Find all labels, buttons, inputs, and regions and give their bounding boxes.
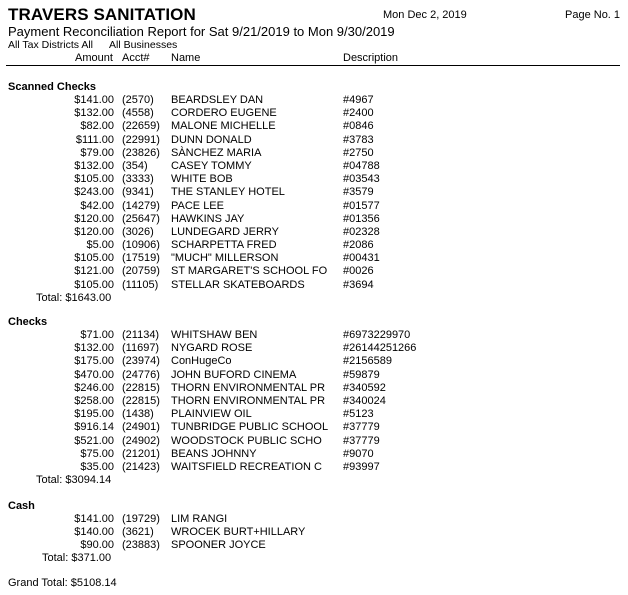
amount-cell: $120.00 xyxy=(74,212,114,225)
name-cell: WROCEK BURT+HILLARY xyxy=(171,526,306,539)
amount-cell: $120.00 xyxy=(74,225,114,238)
name-cell: THORN ENVIRONMENTAL PR xyxy=(171,381,326,394)
name-cell: TUNBRIDGE PUBLIC SCHOOL xyxy=(171,421,329,434)
table-row xyxy=(0,382,628,395)
amount-cell: $121.00 xyxy=(74,265,114,278)
table-row xyxy=(0,107,628,120)
amount-cell: $105.00 xyxy=(74,173,114,186)
acct-cell: (23826) xyxy=(122,146,160,159)
name-cell: DUNN DONALD xyxy=(171,133,252,146)
description-cell: #01577 xyxy=(343,199,380,212)
amount-cell: $132.00 xyxy=(74,107,114,120)
section-title: Scanned Checks xyxy=(8,81,97,93)
section-title: Checks xyxy=(8,316,48,328)
filter-businesses: All Businesses xyxy=(109,39,178,51)
description-cell: #9070 xyxy=(343,447,374,460)
acct-cell: (9341) xyxy=(122,186,154,199)
amount-cell: $470.00 xyxy=(74,368,114,381)
table-row xyxy=(0,421,628,434)
table-row xyxy=(0,448,628,461)
table-row xyxy=(0,408,628,421)
amount-cell: $521.00 xyxy=(74,434,114,447)
table-row xyxy=(0,200,628,213)
description-cell: #04788 xyxy=(343,159,380,172)
table-row xyxy=(0,279,628,292)
table-row xyxy=(0,120,628,133)
description-cell: #0846 xyxy=(343,120,374,133)
report-filters xyxy=(8,39,177,51)
table-row xyxy=(0,329,628,342)
table-row xyxy=(0,355,628,368)
description-cell: #37779 xyxy=(343,434,380,447)
description-cell: #3579 xyxy=(343,186,374,199)
name-cell: LUNDEGARD JERRY xyxy=(171,225,279,238)
filter-districts: All Tax Districts All xyxy=(8,39,93,51)
description-cell: #3694 xyxy=(343,278,374,291)
table-row xyxy=(0,213,628,226)
name-cell: ST MARGARET'S SCHOOL FO xyxy=(171,265,328,278)
description-cell: #3783 xyxy=(343,133,374,146)
acct-cell: (23974) xyxy=(122,355,160,368)
name-cell: PACE LEE xyxy=(171,199,224,212)
name-cell: STELLAR SKATEBOARDS xyxy=(171,278,305,291)
description-cell: #5123 xyxy=(343,408,374,421)
section-rows xyxy=(0,329,628,474)
amount-cell: $35.00 xyxy=(80,460,114,473)
section-rows xyxy=(0,94,628,292)
grand-total: Grand Total: $5108.14 xyxy=(8,577,117,589)
amount-cell: $175.00 xyxy=(74,355,114,368)
acct-cell: (24902) xyxy=(122,434,160,447)
amount-cell: $140.00 xyxy=(74,526,114,539)
table-row xyxy=(0,226,628,239)
acct-cell: (11105) xyxy=(122,278,159,291)
description-cell: #26144251266 xyxy=(343,342,417,355)
description-cell: #02328 xyxy=(343,225,380,238)
name-cell: ConHugeCo xyxy=(171,355,232,368)
amount-cell: $243.00 xyxy=(74,186,114,199)
table-row xyxy=(0,252,628,265)
acct-cell: (17519) xyxy=(122,252,160,265)
acct-cell: (10906) xyxy=(122,239,160,252)
acct-cell: (24776) xyxy=(122,368,160,381)
acct-cell: (21134) xyxy=(122,329,160,341)
acct-cell: (22659) xyxy=(122,120,160,133)
amount-cell: $105.00 xyxy=(74,278,114,291)
amount-cell: $111.00 xyxy=(75,133,114,146)
section-rows xyxy=(0,513,628,553)
column-header-amount: Amount xyxy=(75,52,113,64)
acct-cell: (20759) xyxy=(122,265,160,278)
acct-cell: (19729) xyxy=(122,513,160,525)
acct-cell: (23883) xyxy=(122,539,160,552)
acct-cell: (21201) xyxy=(122,447,160,460)
name-cell: "MUCH" MILLERSON xyxy=(171,252,279,265)
description-cell: #03543 xyxy=(343,173,380,186)
table-row xyxy=(0,173,628,186)
description-cell: #2086 xyxy=(343,239,374,252)
name-cell: WAITSFIELD RECREATION C xyxy=(171,460,322,473)
acct-cell: (22991) xyxy=(122,133,160,146)
acct-cell: (25647) xyxy=(122,212,160,225)
name-cell: CASEY TOMMY xyxy=(171,159,252,172)
table-row xyxy=(0,435,628,448)
column-header-name: Name xyxy=(171,52,201,64)
acct-cell: (354) xyxy=(122,159,148,172)
acct-cell: (14279) xyxy=(122,199,160,212)
name-cell: SPOONER JOYCE xyxy=(171,539,266,552)
amount-cell: $195.00 xyxy=(74,408,114,421)
name-cell: JOHN BUFORD CINEMA xyxy=(171,368,297,381)
name-cell: NYGARD ROSE xyxy=(171,342,253,355)
amount-cell: $71.00 xyxy=(80,329,114,341)
table-row xyxy=(0,513,628,526)
table-row xyxy=(0,160,628,173)
acct-cell: (3026) xyxy=(122,225,154,238)
table-row xyxy=(0,265,628,278)
table-row xyxy=(0,369,628,382)
table-row xyxy=(0,134,628,147)
table-row xyxy=(0,395,628,408)
column-header-acct: Acct# xyxy=(122,52,150,64)
amount-cell: $141.00 xyxy=(74,513,114,525)
amount-cell: $141.00 xyxy=(74,94,114,106)
description-cell: #6973229970 xyxy=(343,329,411,341)
description-cell: #37779 xyxy=(343,421,380,434)
description-cell: #93997 xyxy=(343,460,380,473)
table-row xyxy=(0,461,628,474)
description-cell: #2400 xyxy=(343,107,374,120)
description-cell: #2156589 xyxy=(343,355,392,368)
column-header-description: Description xyxy=(343,52,399,64)
name-cell: WHITE BOB xyxy=(171,173,233,186)
acct-cell: (22815) xyxy=(122,381,160,394)
acct-cell: (2570) xyxy=(122,94,154,106)
amount-cell: $916.14 xyxy=(74,421,114,434)
amount-cell: $105.00 xyxy=(74,252,114,265)
name-cell: CORDERO EUGENE xyxy=(171,107,277,120)
name-cell: BEARDSLEY DAN xyxy=(171,94,264,106)
acct-cell: (3333) xyxy=(122,173,154,186)
name-cell: WHITSHAW BEN xyxy=(171,329,258,341)
name-cell: LIM RANGI xyxy=(171,513,228,525)
description-cell: #00431 xyxy=(343,252,380,265)
description-cell: #2750 xyxy=(343,146,374,159)
table-row xyxy=(0,147,628,160)
amount-cell: $246.00 xyxy=(74,381,114,394)
amount-cell: $82.00 xyxy=(80,120,114,133)
section-title: Cash xyxy=(8,500,35,512)
table-row xyxy=(0,186,628,199)
company-name: TRAVERS SANITATION xyxy=(8,5,196,24)
description-cell: #4967 xyxy=(343,94,374,106)
section-total: Total: $1643.00 xyxy=(36,292,112,304)
description-cell: #01356 xyxy=(343,212,380,225)
header-rule xyxy=(6,65,620,66)
report-subtitle: Payment Reconciliation Report for Sat 9/21/2019 to Mon 9/30/2019 xyxy=(8,24,395,39)
name-cell: HAWKINS JAY xyxy=(171,212,245,225)
amount-cell: $75.00 xyxy=(80,447,114,460)
amount-cell: $5.00 xyxy=(86,239,114,252)
name-cell: MALONE MICHELLE xyxy=(171,120,276,133)
acct-cell: (1438) xyxy=(122,408,154,421)
description-cell: #59879 xyxy=(343,368,380,381)
amount-cell: $132.00 xyxy=(74,159,114,172)
page-number: Page No. 1 xyxy=(565,9,621,21)
acct-cell: (21423) xyxy=(122,460,160,473)
amount-cell: $258.00 xyxy=(74,394,114,407)
name-cell: THE STANLEY HOTEL xyxy=(171,186,285,199)
acct-cell: (24901) xyxy=(122,421,160,434)
table-row xyxy=(0,526,628,539)
print-date: Mon Dec 2, 2019 xyxy=(383,9,467,21)
acct-cell: (4558) xyxy=(122,107,154,120)
amount-cell: $42.00 xyxy=(80,199,114,212)
section-total: Total: $3094.14 xyxy=(36,474,112,486)
table-row xyxy=(0,539,628,552)
description-cell: #340592 xyxy=(343,381,386,394)
table-row xyxy=(0,94,628,107)
amount-cell: $132.00 xyxy=(74,342,114,355)
name-cell: SCHARPETTA FRED xyxy=(171,239,277,252)
acct-cell: (22815) xyxy=(122,394,160,407)
amount-cell: $79.00 xyxy=(80,146,114,159)
acct-cell: (11697) xyxy=(122,342,160,355)
name-cell: SÀNCHEZ MARIA xyxy=(171,146,262,159)
acct-cell: (3621) xyxy=(122,526,154,539)
name-cell: THORN ENVIRONMENTAL PR xyxy=(171,394,326,407)
description-cell: #340024 xyxy=(343,394,386,407)
section-total: Total: $371.00 xyxy=(42,552,112,564)
amount-cell: $90.00 xyxy=(80,539,114,552)
table-row xyxy=(0,239,628,252)
name-cell: PLAINVIEW OIL xyxy=(171,408,252,421)
name-cell: BEANS JOHNNY xyxy=(171,447,257,460)
description-cell: #0026 xyxy=(343,265,374,278)
name-cell: WOODSTOCK PUBLIC SCHO xyxy=(171,434,322,447)
table-row xyxy=(0,342,628,355)
